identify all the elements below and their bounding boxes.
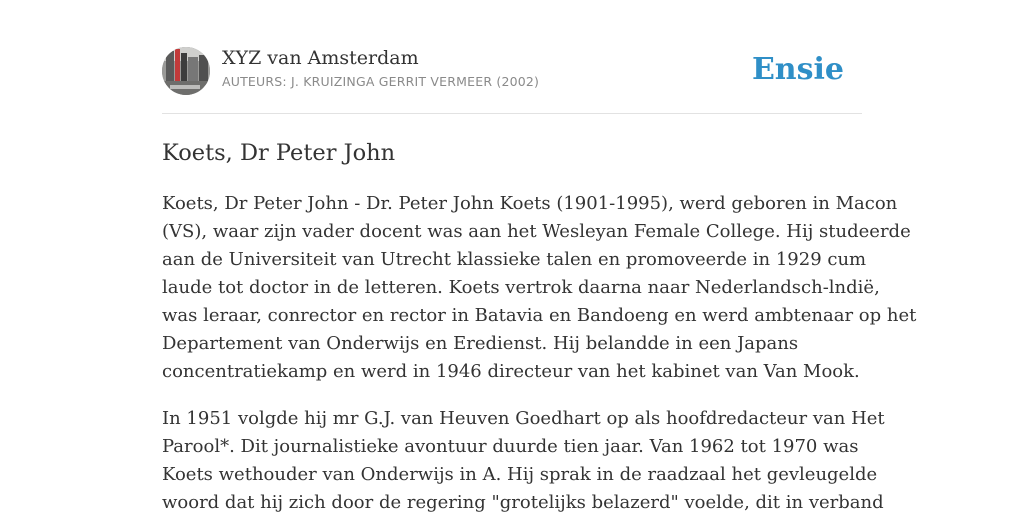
- paragraph-line: Parool*. Dit journalistieke avontuur duurde tien jaar. Van 1962 tot 1970 was: [162, 436, 859, 457]
- paragraph-line: Departement van Onderwijs en Eredienst. Hij belandde in een Japans: [162, 333, 799, 354]
- paragraph-line: laude tot doctor in de letteren. Koets vertrok daarna naar Nederlandsch-lndië,: [162, 277, 880, 298]
- paragraph-line: concentratiekamp en werd in 1946 directeur van het kabinet van Van Mook.: [162, 361, 860, 382]
- paragraph-line: (VS), waar zijn vader docent was aan het Wesleyan Female College. Hij studeerde: [162, 221, 911, 242]
- article-paragraph: [162, 190, 917, 386]
- paragraph-line: woord dat hij zich door de regering "grotelijks belazerd" voelde, dit in verband: [162, 492, 884, 512]
- book-cover-thumbnail-icon: [162, 47, 210, 95]
- paragraph-line: Koets wethouder van Onderwijs in A. Hij sprak in de raadzaal het gevleugelde: [162, 464, 878, 485]
- source-avatar[interactable]: [162, 47, 210, 95]
- header-divider: [162, 113, 862, 114]
- ensie-logo[interactable]: Ensie: [751, 52, 844, 87]
- source-title-link[interactable]: XYZ van Amsterdam: [222, 47, 419, 69]
- source-authors: AUTEURS: J. KRUIZINGA GERRIT VERMEER (2002): [222, 74, 540, 89]
- paragraph-line: aan de Universiteit van Utrecht klassieke talen en promoveerde in 1929 cum: [162, 249, 867, 270]
- paragraph-line: Koets, Dr Peter John - Dr. Peter John Koets (1901-1995), werd geboren in Macon: [162, 193, 898, 214]
- paragraph-line: was leraar, conrector en rector in Batavia en Bandoeng en werd ambtenaar op het: [162, 305, 917, 326]
- article-body: [162, 190, 917, 512]
- source-header: [162, 46, 862, 96]
- paragraph-line: In 1951 volgde hij mr G.J. van Heuven Goedhart op als hoofdredacteur van Het: [162, 408, 885, 429]
- article-paragraph: [162, 405, 885, 512]
- article-title: Koets, Dr Peter John: [162, 140, 396, 166]
